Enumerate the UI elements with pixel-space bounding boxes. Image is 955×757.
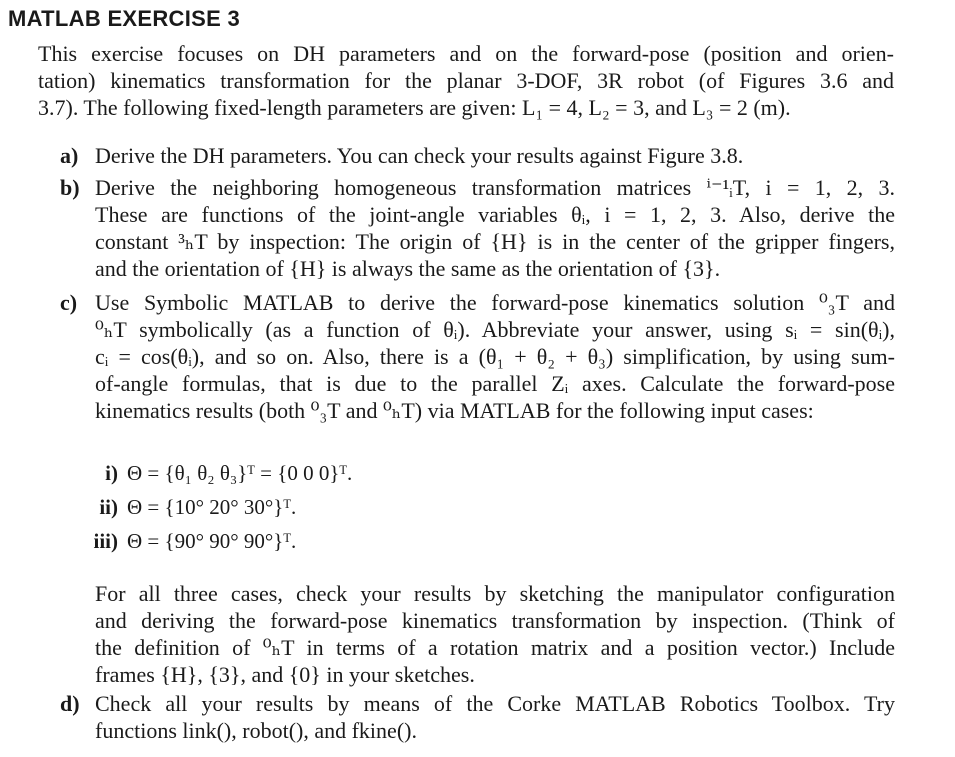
exercise-heading: MATLAB EXERCISE 3: [8, 6, 241, 31]
item-label: d): [60, 691, 80, 716]
case-equation: Θ = {90° 90° 90°}ᵀ.: [127, 529, 297, 553]
item-label: a): [60, 143, 79, 168]
case-equation: Θ = {10° 20° 30°}ᵀ.: [127, 495, 297, 519]
intro-line: tation) kinematics transformation for the planar 3-DOF, 3R robot (of Figures 3.6 and: [38, 68, 894, 93]
item-line: These are functions of the joint-angle variables θᵢ, i = 1, 2, 3. Also, derive the: [95, 202, 895, 227]
item-line: constant ³ₕT by inspection: The origin of {H} is in the center of the gripper fingers,: [95, 229, 895, 254]
item-line: of-angle formulas, that is due to the parallel Zᵢ axes. Calculate the forward-pose: [95, 371, 895, 396]
case-label: iii): [93, 529, 118, 553]
followup-line: frames {H}, {3}, and {0} in your sketches.: [95, 662, 475, 687]
case-label: ii): [99, 495, 118, 519]
followup-line: and deriving the forward-pose kinematics transformation by inspection. (Think of: [95, 608, 895, 633]
intro-paragraph: [38, 40, 894, 121]
case-equation: Θ = {θ₁ θ₂ θ₃}ᵀ = {0 0 0}ᵀ.: [127, 461, 353, 485]
item-line: kinematics results (both ⁰₃T and ⁰ₕT) via MATLAB for the following input cases:: [95, 398, 814, 423]
item-line: functions link(), robot(), and fkine().: [95, 718, 417, 743]
intro-line: This exercise focuses on DH parameters and on the forward-pose (position and orien-: [38, 41, 894, 66]
item-line: Check all your results by means of the Corke MATLAB Robotics Toolbox. Try: [95, 691, 895, 716]
item-line: cᵢ = cos(θᵢ), and so on. Also, there is a (θ₁ + θ₂ + θ₃) simplification, by using sum-: [95, 344, 895, 369]
followup-paragraph: [95, 580, 895, 688]
followup-line: For all three cases, check your results by sketching the manipulator configuration: [95, 581, 895, 606]
followup-line: the definition of ⁰ₕT in terms of a rotation matrix and a position vector.) Include: [95, 635, 895, 660]
intro-line: 3.7). The following fixed-length parameters are given: L₁ = 4, L₂ = 3, and L₃ = 2 (m).: [38, 95, 791, 120]
item-line: Derive the DH parameters. You can check your results against Figure 3.8.: [95, 143, 744, 168]
item-line: ⁰ₕT symbolically (as a function of θᵢ). Abbreviate your answer, using sᵢ = sin(θᵢ),: [95, 317, 895, 342]
item-line: and the orientation of {H} is always the same as the orientation of {3}.: [95, 256, 721, 281]
item-label: b): [60, 175, 80, 200]
item-line: Derive the neighboring homogeneous transformation matrices ⁱ⁻¹ᵢT, i = 1, 2, 3.: [95, 175, 895, 200]
item-line: Use Symbolic MATLAB to derive the forward-pose kinematics solution ⁰₃T and: [95, 290, 895, 315]
item-label: c): [60, 290, 78, 315]
case-label: i): [105, 461, 118, 485]
